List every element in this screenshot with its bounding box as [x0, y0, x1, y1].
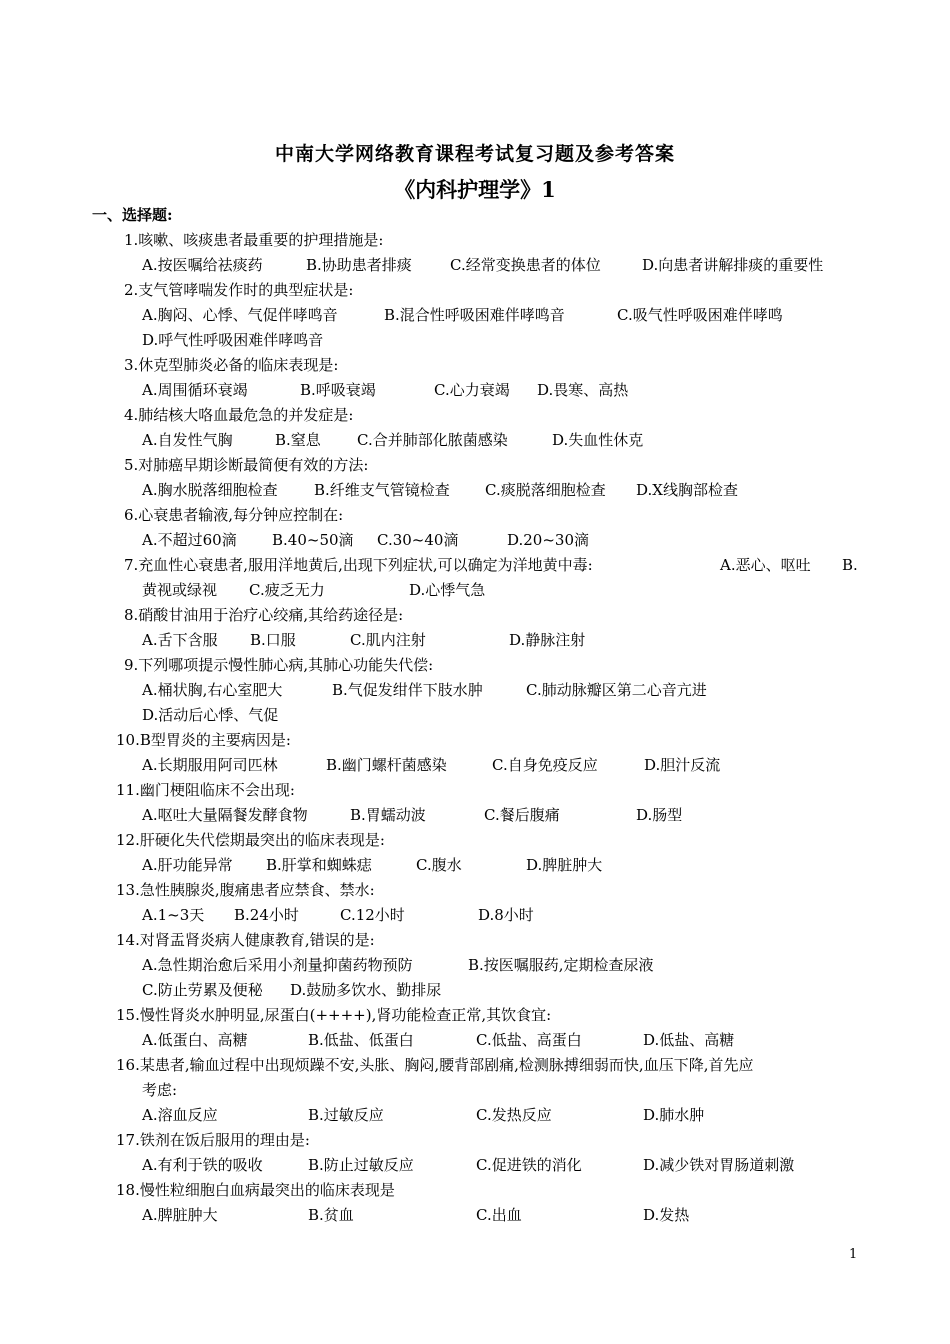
- option-c: C.心力衰竭: [434, 381, 510, 399]
- question-15: 15.慢性肾炎水肿明显,尿蛋白(++++),肾功能检查正常,其饮食宜:: [116, 1006, 552, 1024]
- option-b: B.40~50滴: [272, 531, 354, 549]
- option-d: D.脾脏肿大: [526, 856, 603, 874]
- option-d: D.低盐、高糖: [643, 1031, 735, 1049]
- question-4-options: [0, 428, 950, 453]
- option-c: C.30~40滴: [377, 531, 459, 549]
- option-d: D.失血性休克: [552, 431, 644, 449]
- option-d: D.发热: [643, 1206, 690, 1224]
- option-b-text: 黄视或绿视: [142, 581, 218, 599]
- option-a: A.周围循环衰竭: [142, 381, 248, 399]
- option-b: B.低盐、低蛋白: [308, 1031, 414, 1049]
- question-1-options: [0, 253, 950, 278]
- question-17: 17.铁剂在饭后服用的理由是:: [116, 1131, 310, 1149]
- question-18: 18.慢性粒细胞白血病最突出的临床表现是: [116, 1181, 395, 1199]
- question-16-options: [0, 1103, 950, 1128]
- option-c: C.腹水: [416, 856, 462, 874]
- document-title: 中南大学网络教育课程考试复习题及参考答案: [274, 143, 675, 165]
- option-b: B.混合性呼吸困难伴哮鸣音: [384, 306, 565, 324]
- question-6-options: [0, 528, 950, 553]
- question-3-options: [0, 378, 950, 403]
- question-9-options-cont: [0, 703, 950, 728]
- option-d: D.鼓励多饮水、勤排尿: [290, 981, 442, 999]
- option-c: C.出血: [476, 1206, 522, 1224]
- question-10: 10.B型胃炎的主要病因是:: [116, 731, 291, 749]
- question-8-options: [0, 628, 950, 653]
- option-b: B.胃蠕动波: [350, 806, 426, 824]
- question-5: 5.对肺癌早期诊断最简便有效的方法:: [124, 456, 369, 474]
- option-b: B.协助患者排痰: [306, 256, 412, 274]
- question-9-options: [0, 678, 950, 703]
- option-b: B.过敏反应: [308, 1106, 384, 1124]
- question-10-options: [0, 753, 950, 778]
- question-1: 1.咳嗽、咳痰患者最重要的护理措施是:: [124, 231, 384, 249]
- question-list: [0, 228, 950, 1228]
- option-a: A.舌下含服: [142, 631, 218, 649]
- option-c: C.促进铁的消化: [476, 1156, 582, 1174]
- option-a: A.肝功能异常: [142, 856, 233, 874]
- question-2-options-cont: [0, 328, 950, 353]
- option-c: C.肺动脉瓣区第二心音亢进: [526, 681, 707, 699]
- option-b: B.口服: [250, 631, 296, 649]
- option-b: B.贫血: [308, 1206, 354, 1224]
- option-d: D.20~30滴: [507, 531, 590, 549]
- option-d: D.肠型: [636, 806, 683, 824]
- question-14-options: [0, 953, 950, 978]
- option-c: C.痰脱落细胞检查: [485, 481, 606, 499]
- question-8: 8.硝酸甘油用于治疗心绞痛,其给药途径是:: [124, 606, 404, 624]
- question-11: 11.幽门梗阻临床不会出现:: [116, 781, 295, 799]
- option-a: A.恶心、呕吐: [720, 556, 811, 574]
- option-d: D.胆汁反流: [644, 756, 721, 774]
- option-d: D.静脉注射: [509, 631, 586, 649]
- option-c: C.合并肺部化脓菌感染: [357, 431, 508, 449]
- option-c: C.吸气性呼吸困难伴哮鸣: [617, 306, 783, 324]
- question-9: 9.下列哪项提示慢性肺心病,其肺心功能失代偿:: [124, 656, 434, 674]
- option-b: B.按医嘱服药,定期检查尿液: [468, 956, 654, 974]
- option-b: B.窒息: [275, 431, 321, 449]
- option-d: D.畏寒、高热: [537, 381, 629, 399]
- option-d: D.X线胸部检查: [636, 481, 738, 499]
- option-b: B.肝掌和蜘蛛痣: [266, 856, 372, 874]
- option-d: D.心悸气急: [409, 581, 486, 599]
- option-c: C.肌内注射: [350, 631, 426, 649]
- option-b: B.防止过敏反应: [308, 1156, 414, 1174]
- option-a: A.胸闷、心悸、气促伴哮鸣音: [142, 306, 338, 324]
- question-3: 3.休克型肺炎必备的临床表现是:: [124, 356, 339, 374]
- option-d: D.向患者讲解排痰的重要性: [642, 256, 824, 274]
- question-17-options: [0, 1153, 950, 1178]
- option-c: C.低盐、高蛋白: [476, 1031, 582, 1049]
- option-c: C.经常变换患者的体位: [450, 256, 601, 274]
- option-d: D.减少铁对胃肠道刺激: [643, 1156, 795, 1174]
- option-b: B.幽门螺杆菌感染: [326, 756, 447, 774]
- page-number: 1: [849, 1247, 858, 1262]
- question-14-options-cont: [0, 978, 950, 1003]
- option-a: A.不超过60滴: [142, 531, 237, 549]
- option-a: A.桶状胸,右心室肥大: [142, 681, 283, 699]
- option-b: B.: [842, 556, 858, 574]
- option-c: C.发热反应: [476, 1106, 552, 1124]
- option-b: B.纤维支气管镜检查: [314, 481, 450, 499]
- question-13: 13.急性胰腺炎,腹痛患者应禁食、禁水:: [116, 881, 375, 899]
- option-a: A.呕吐大量隔餐发酵食物: [142, 806, 308, 824]
- question-5-options: [0, 478, 950, 503]
- question-4: 4.肺结核大咯血最危急的并发症是:: [124, 406, 354, 424]
- section-heading: 一、选择题:: [92, 206, 173, 224]
- question-7: [0, 553, 950, 578]
- option-d: D.肺水肿: [643, 1106, 705, 1124]
- option-c: C.疲乏无力: [249, 581, 325, 599]
- option-c: C.12小时: [340, 906, 405, 924]
- document-subtitle: 《内科护理学》1: [394, 177, 556, 202]
- option-b: B.气促发绀伴下肢水肿: [332, 681, 483, 699]
- option-c: C.防止劳累及便秘: [142, 981, 263, 999]
- option-a: A.1~3天: [142, 906, 205, 924]
- option-b: B.呼吸衰竭: [300, 381, 376, 399]
- option-a: A.自发性气胸: [142, 431, 233, 449]
- option-a: A.胸水脱落细胞检查: [142, 481, 278, 499]
- question-12-options: [0, 853, 950, 878]
- option-d: D.8小时: [478, 906, 534, 924]
- option-a: A.长期服用阿司匹林: [142, 756, 278, 774]
- question-2-options: [0, 303, 950, 328]
- question-13-options: [0, 903, 950, 928]
- question-16-cont: 考虑:: [142, 1081, 178, 1099]
- option-d: D.呼气性呼吸困难伴哮鸣音: [142, 331, 324, 349]
- question-7-options: [0, 578, 950, 603]
- option-c: C.自身免疫反应: [492, 756, 598, 774]
- option-d: D.活动后心悸、气促: [142, 706, 279, 724]
- question-18-options: [0, 1203, 950, 1228]
- option-c: C.餐后腹痛: [484, 806, 560, 824]
- question-16: 16.某患者,输血过程中出现烦躁不安,头胀、胸闷,腰背部剧痛,检测脉搏细弱而快,血压下降,首先应: [116, 1056, 754, 1074]
- option-a: A.溶血反应: [142, 1106, 218, 1124]
- question-12: 12.肝硬化失代偿期最突出的临床表现是:: [116, 831, 385, 849]
- option-a: A.急性期治愈后采用小剂量抑菌药物预防: [142, 956, 413, 974]
- question-6: 6.心衰患者输液,每分钟应控制在:: [124, 506, 344, 524]
- question-11-options: [0, 803, 950, 828]
- option-a: A.有利于铁的吸收: [142, 1156, 263, 1174]
- option-a: A.按医嘱给祛痰药: [142, 256, 263, 274]
- question-7-text: 7.充血性心衰患者,服用洋地黄后,出现下列症状,可以确定为洋地黄中毒:: [124, 556, 593, 574]
- question-14: 14.对肾盂肾炎病人健康教育,错误的是:: [116, 931, 375, 949]
- question-2: 2.支气管哮喘发作时的典型症状是:: [124, 281, 354, 299]
- option-a: A.低蛋白、高糖: [142, 1031, 248, 1049]
- option-b: B.24小时: [234, 906, 299, 924]
- question-15-options: [0, 1028, 950, 1053]
- option-a: A.脾脏肿大: [142, 1206, 218, 1224]
